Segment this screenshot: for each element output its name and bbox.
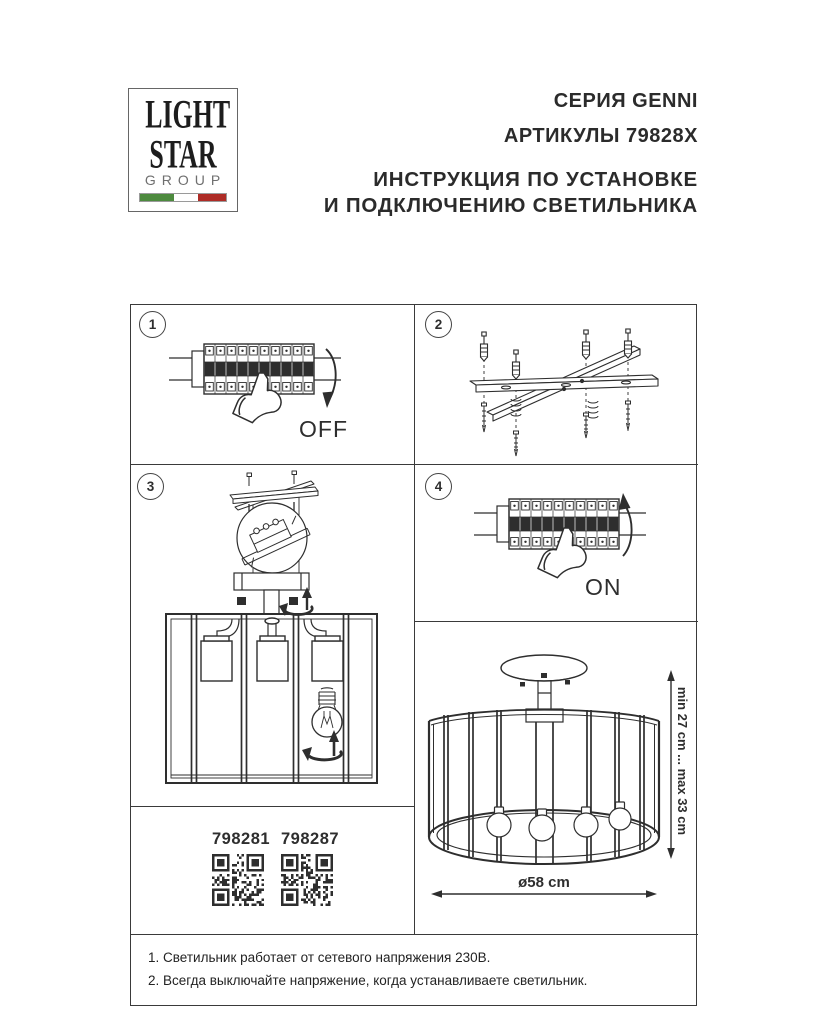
instruction-title-line1: ИНСТРУКЦИЯ ПО УСТАНОВКЕ (373, 168, 698, 191)
bulbs (487, 802, 631, 841)
product-column (212, 830, 271, 906)
dowel-anchors (481, 329, 632, 379)
off-label: OFF (299, 416, 348, 442)
step1-panel (131, 305, 414, 464)
mounting-bars (470, 346, 658, 421)
lamp-sockets (201, 618, 343, 681)
logo-word-light: LIGHT (145, 92, 231, 138)
breaker-off-illustration (131, 305, 414, 462)
series-title: СЕРИЯ GENNI (553, 90, 698, 112)
italy-flag-icon (139, 193, 227, 202)
instruction-title-line2: И ПОДКЛЮЧЕНИЮ СВЕТИЛЬНИКА (323, 194, 698, 217)
diameter-label: ø58 cm (518, 874, 570, 891)
qr-code (212, 854, 264, 906)
arrow-up-icon (619, 493, 632, 556)
article-qr-section (131, 806, 414, 934)
diameter-dimension-arrow (431, 890, 657, 898)
articles-title: АРТИКУЛЫ 79828X (503, 125, 698, 147)
article-number: 798281 (212, 830, 271, 848)
document-header (324, 84, 698, 219)
step-badge-4: 4 (425, 473, 452, 500)
logo-word-group: GROUP (144, 172, 227, 188)
steps-grid (130, 304, 697, 1006)
step4-panel (414, 464, 698, 621)
logo-wordmark (145, 92, 231, 178)
height-range-label: min 27 cm ... max 33 cm (675, 686, 690, 836)
light-bulb-icon (312, 688, 342, 737)
mounting-bars-illustration (414, 305, 698, 462)
mount-screw (289, 597, 298, 605)
terminal-detail-circle (233, 503, 313, 573)
product-column (281, 830, 340, 906)
circuit-breaker (497, 499, 619, 549)
assembly-illustration (131, 464, 414, 806)
step-badge-2: 2 (425, 311, 452, 338)
step3-panel (131, 464, 414, 806)
lamp-dimensions-illustration (414, 621, 698, 934)
lamp-dimensions-panel (414, 621, 698, 934)
logo-word-star: STAR (149, 132, 217, 178)
step2-panel (414, 305, 698, 464)
note-line-1: 1. Светильник работает от сетевого напряжения 230В. (148, 950, 491, 965)
canopy (234, 573, 309, 614)
on-label: ON (585, 574, 622, 600)
article-number: 798287 (281, 830, 340, 848)
mount-screw (237, 597, 246, 605)
breaker-on-illustration (414, 464, 698, 621)
height-dimension-arrow (667, 670, 675, 859)
note-line-2: 2. Всегда выключайте напряжение, когда устанавливаете светильник. (148, 972, 588, 988)
lightstar-logo (128, 88, 238, 212)
ceiling-lamp-drawing (429, 655, 675, 898)
qr-code (281, 854, 333, 906)
step-badge-1: 1 (139, 311, 166, 338)
step-badge-3: 3 (137, 473, 164, 500)
footer-notes (131, 934, 698, 1007)
circuit-breaker (192, 344, 314, 394)
